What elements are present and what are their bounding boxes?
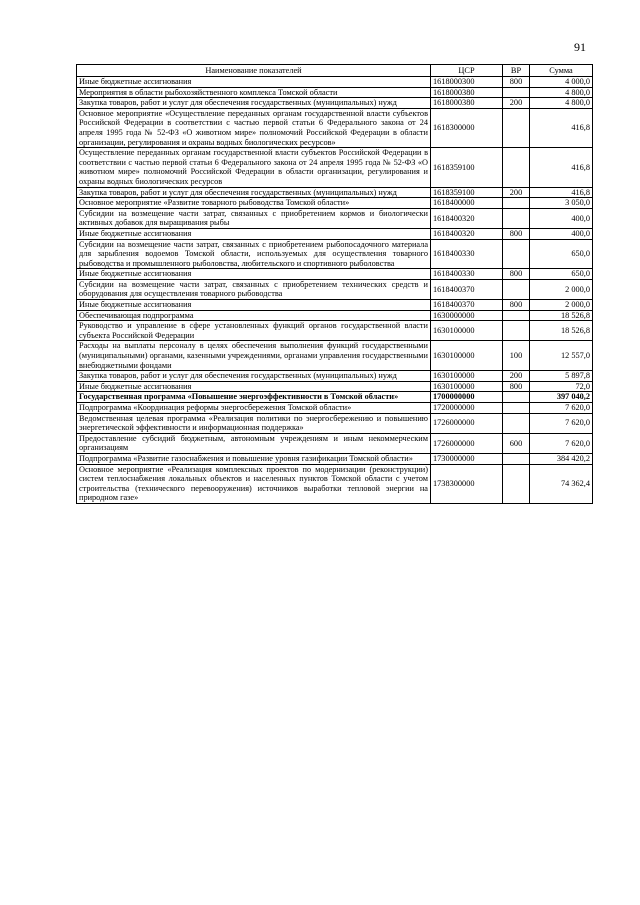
page-number: 91 xyxy=(574,40,586,54)
header-vr: ВР xyxy=(503,65,530,77)
table-row xyxy=(77,392,593,403)
table-row xyxy=(77,341,593,371)
table-row xyxy=(77,371,593,382)
row-sum-cell: 3 050,0 xyxy=(530,198,593,209)
table-row xyxy=(77,413,593,433)
row-vr-cell xyxy=(503,321,530,341)
row-vr-cell: 800 xyxy=(503,381,530,392)
row-code-cell: 1630100000 xyxy=(431,341,503,371)
row-name-cell: Субсидии на возмещение части затрат, связанных с приобретением технических средств и оборудования для осуществления товарного рыбоводства xyxy=(77,279,431,299)
row-name-cell: Обеспечивающая подпрограмма xyxy=(77,310,431,321)
row-name-cell: Иные бюджетные ассигнования xyxy=(77,77,431,88)
table-row xyxy=(77,300,593,311)
row-sum-cell: 72,0 xyxy=(530,381,593,392)
row-code-cell: 1618400330 xyxy=(431,269,503,280)
row-name-cell: Иные бюджетные ассигнования xyxy=(77,228,431,239)
row-sum-cell: 4 800,0 xyxy=(530,87,593,98)
row-name-cell: Иные бюджетные ассигнования xyxy=(77,300,431,311)
table-row xyxy=(77,321,593,341)
row-name-cell: Основное мероприятие «Реализация комплексных проектов по модернизации (реконструкции) систем теплоснабжения локальных объектов и населенных пунктов Томской области с учетом строительства (технического перевооружения) источников выработки тепловой энергии на природном газе» xyxy=(77,464,431,503)
table-row xyxy=(77,187,593,198)
row-sum-cell: 74 362,4 xyxy=(530,464,593,503)
row-name-cell: Государственная программа «Повышение энергоэффективности в Томской области» xyxy=(77,392,431,403)
row-name-cell: Руководство и управление в сфере установленных функций органов государственной власти субъекта Российской Федерации xyxy=(77,321,431,341)
table-row xyxy=(77,87,593,98)
row-vr-cell: 800 xyxy=(503,228,530,239)
header-row xyxy=(77,65,593,77)
table-row xyxy=(77,198,593,209)
row-sum-cell: 18 526,8 xyxy=(530,321,593,341)
row-vr-cell xyxy=(503,198,530,209)
row-name-cell: Субсидии на возмещение части затрат, связанных с приобретением кормов и биологически активных добавок для выращивания рыбы xyxy=(77,208,431,228)
row-vr-cell xyxy=(503,108,530,147)
row-sum-cell: 18 526,8 xyxy=(530,310,593,321)
row-code-cell: 1618359100 xyxy=(431,187,503,198)
row-vr-cell xyxy=(503,239,530,269)
row-sum-cell: 416,8 xyxy=(530,108,593,147)
row-sum-cell: 416,8 xyxy=(530,148,593,187)
table-row xyxy=(77,228,593,239)
row-vr-cell xyxy=(503,87,530,98)
header-name: Наименование показателей xyxy=(77,65,431,77)
row-sum-cell: 5 897,8 xyxy=(530,371,593,382)
table-row xyxy=(77,239,593,269)
row-sum-cell: 4 000,0 xyxy=(530,77,593,88)
row-sum-cell: 4 800,0 xyxy=(530,98,593,109)
row-sum-cell: 7 620,0 xyxy=(530,413,593,433)
header-sum: Сумма xyxy=(530,65,593,77)
table-row xyxy=(77,433,593,453)
table-row xyxy=(77,98,593,109)
row-code-cell: 1630000000 xyxy=(431,310,503,321)
row-code-cell: 1618359100 xyxy=(431,148,503,187)
row-code-cell: 1618300000 xyxy=(431,108,503,147)
table-row xyxy=(77,381,593,392)
row-name-cell: Основное мероприятие «Развитие товарного рыбоводства Томской области» xyxy=(77,198,431,209)
table-row xyxy=(77,148,593,187)
row-name-cell: Подпрограмма «Развитие газоснабжения и повышение уровня газификации Томской области» xyxy=(77,453,431,464)
row-code-cell: 1618400330 xyxy=(431,239,503,269)
table-row xyxy=(77,279,593,299)
row-code-cell: 1618000300 xyxy=(431,77,503,88)
row-code-cell: 1720000000 xyxy=(431,403,503,414)
row-code-cell: 1726000000 xyxy=(431,413,503,433)
row-name-cell: Закупка товаров, работ и услуг для обеспечения государственных (муниципальных) нужд xyxy=(77,371,431,382)
row-sum-cell: 416,8 xyxy=(530,187,593,198)
row-vr-cell: 800 xyxy=(503,300,530,311)
table-header xyxy=(77,65,593,77)
row-vr-cell: 200 xyxy=(503,187,530,198)
row-code-cell: 1700000000 xyxy=(431,392,503,403)
row-code-cell: 1618400000 xyxy=(431,198,503,209)
row-name-cell: Закупка товаров, работ и услуг для обеспечения государственных (муниципальных) нужд xyxy=(77,98,431,109)
table-row xyxy=(77,403,593,414)
table-row xyxy=(77,208,593,228)
row-code-cell: 1618400320 xyxy=(431,228,503,239)
header-code: ЦСР xyxy=(431,65,503,77)
row-name-cell: Иные бюджетные ассигнования xyxy=(77,269,431,280)
row-code-cell: 1738300000 xyxy=(431,464,503,503)
row-code-cell: 1618400370 xyxy=(431,300,503,311)
row-vr-cell xyxy=(503,208,530,228)
row-name-cell: Закупка товаров, работ и услуг для обеспечения государственных (муниципальных) нужд xyxy=(77,187,431,198)
row-sum-cell: 7 620,0 xyxy=(530,433,593,453)
row-code-cell: 1618000380 xyxy=(431,87,503,98)
row-vr-cell: 100 xyxy=(503,341,530,371)
row-vr-cell xyxy=(503,453,530,464)
row-code-cell: 1618400320 xyxy=(431,208,503,228)
row-name-cell: Расходы на выплаты персоналу в целях обеспечения выполнения функций государственными (муниципальными) органами, казенными учреждениями, органами управления государственными внебюджетными фондами xyxy=(77,341,431,371)
row-name-cell: Подпрограмма «Координация реформы энергосбережения Томской области» xyxy=(77,403,431,414)
row-code-cell: 1630100000 xyxy=(431,321,503,341)
table-row xyxy=(77,310,593,321)
row-vr-cell xyxy=(503,403,530,414)
row-sum-cell: 2 000,0 xyxy=(530,279,593,299)
row-code-cell: 1618400370 xyxy=(431,279,503,299)
row-sum-cell: 7 620,0 xyxy=(530,403,593,414)
budget-table xyxy=(76,64,593,504)
row-vr-cell: 800 xyxy=(503,269,530,280)
row-vr-cell xyxy=(503,310,530,321)
row-code-cell: 1630100000 xyxy=(431,381,503,392)
row-vr-cell: 800 xyxy=(503,77,530,88)
row-sum-cell: 650,0 xyxy=(530,269,593,280)
row-sum-cell: 397 040,2 xyxy=(530,392,593,403)
row-sum-cell: 12 557,0 xyxy=(530,341,593,371)
row-name-cell: Основное мероприятие «Осуществление переданных органам государственной власти субъектов Российской Федерации в соответствии с частью первой статьи 6 Федерального закона от 24 апреля 1995 года № 52-ФЗ «О животном мире» полномочий Российской Федерации в области организации, регулирования и охраны водных биологических ресурсов» xyxy=(77,108,431,147)
row-name-cell: Субсидии на возмещение части затрат, связанных с приобретением рыбопосадочного материала для зарыбления водоемов Томской области, используемых для осуществления товарного рыбоводства и промышленного рыболовства, любительского и спортивного рыболовства xyxy=(77,239,431,269)
row-sum-cell: 650,0 xyxy=(530,239,593,269)
row-vr-cell xyxy=(503,392,530,403)
row-code-cell: 1630100000 xyxy=(431,371,503,382)
row-code-cell: 1618000380 xyxy=(431,98,503,109)
row-sum-cell: 2 000,0 xyxy=(530,300,593,311)
table-body xyxy=(77,77,593,504)
row-vr-cell: 200 xyxy=(503,98,530,109)
row-name-cell: Иные бюджетные ассигнования xyxy=(77,381,431,392)
table-row xyxy=(77,464,593,503)
row-vr-cell xyxy=(503,148,530,187)
row-sum-cell: 400,0 xyxy=(530,228,593,239)
table-row xyxy=(77,77,593,88)
row-code-cell: 1726000000 xyxy=(431,433,503,453)
row-vr-cell: 600 xyxy=(503,433,530,453)
row-name-cell: Мероприятия в области рыбохозяйственного комплекса Томской области xyxy=(77,87,431,98)
row-sum-cell: 400,0 xyxy=(530,208,593,228)
row-vr-cell: 200 xyxy=(503,371,530,382)
row-vr-cell xyxy=(503,464,530,503)
table-row xyxy=(77,269,593,280)
row-name-cell: Осуществление переданных органам государственной власти субъектов Российской Федерации в соответствии с частью первой статьи 6 Федерального закона от 24 апреля 1995 года № 52-ФЗ «О животном мире» полномочий Российской Федерации в области организации, регулирования и охраны водных биологических ресурсов xyxy=(77,148,431,187)
row-name-cell: Ведомственная целевая программа «Реализация политики по энергосбережению и повышению энергетической эффективности и информационная поддержка» xyxy=(77,413,431,433)
row-sum-cell: 384 420,2 xyxy=(530,453,593,464)
row-code-cell: 1730000000 xyxy=(431,453,503,464)
row-name-cell: Предоставление субсидий бюджетным, автономным учреждениям и иным некоммерческим организациям xyxy=(77,433,431,453)
table-row xyxy=(77,108,593,147)
row-vr-cell xyxy=(503,413,530,433)
row-vr-cell xyxy=(503,279,530,299)
table-row xyxy=(77,453,593,464)
